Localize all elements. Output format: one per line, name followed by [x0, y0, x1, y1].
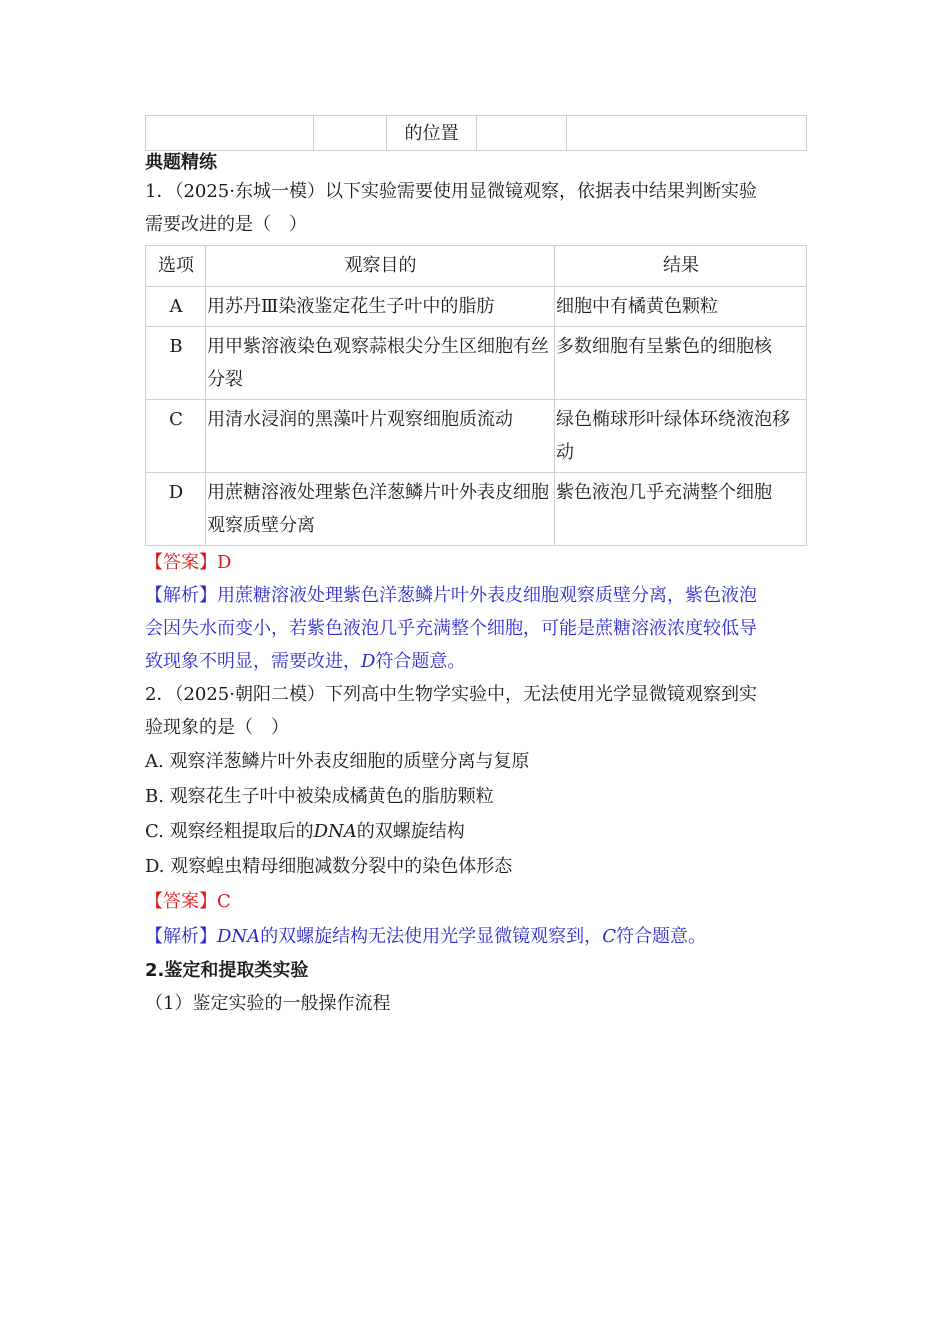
table-row — [146, 400, 807, 473]
table-cell — [146, 116, 314, 151]
q1-analysis — [145, 579, 806, 678]
answer-label: 【答案】 — [145, 891, 217, 912]
q1-stem-line2: 需要改进的是（ ） — [145, 214, 307, 235]
row-purpose: 用蔗糖溶液处理紫色洋葱鳞片叶外表皮细胞观察质壁分离 — [206, 473, 555, 546]
column-header-result: 结果 — [555, 246, 807, 287]
table-row — [146, 116, 807, 151]
math-variable: C — [602, 926, 616, 947]
table-cell: 的位置 — [387, 116, 477, 151]
option-text: C. 观察经粗提取后的 — [145, 821, 314, 842]
table-row — [146, 327, 807, 400]
answer-value: C — [217, 891, 231, 912]
row-purpose: 用甲紫溶液染色观察蒜根尖分生区细胞有丝分裂 — [206, 327, 555, 400]
row-result: 多数细胞有呈紫色的细胞核 — [555, 327, 807, 400]
continued-table — [145, 115, 807, 151]
row-option: B — [146, 327, 206, 400]
q2-option-b: B. 观察花生子叶中被染成橘黄色的脂肪颗粒 — [145, 786, 494, 807]
q2-answer — [145, 884, 806, 919]
table-header-row — [146, 246, 807, 287]
column-header-option: 选项 — [146, 246, 206, 287]
q1-answer — [145, 546, 806, 579]
table-cell — [567, 116, 807, 151]
row-option: C — [146, 400, 206, 473]
section2-subtitle: （1）鉴定实验的一般操作流程 — [145, 993, 391, 1014]
analysis-text: 的双螺旋结构无法使用光学显微镜观察到， — [260, 926, 603, 947]
section2-title: 2.鉴定和提取类实验 — [145, 960, 309, 981]
document-content — [145, 115, 806, 1020]
table-row — [146, 473, 807, 546]
q2-option-a: A. 观察洋葱鳞片叶外表皮细胞的质壁分离与复原 — [145, 751, 530, 772]
table-cell — [314, 116, 387, 151]
table-cell — [477, 116, 567, 151]
row-option: D — [146, 473, 206, 546]
row-purpose: 用苏丹Ⅲ染液鉴定花生子叶中的脂肪 — [206, 287, 555, 327]
q2-option-c — [145, 814, 806, 849]
analysis-text: 致现象不明显，需要改进， — [145, 651, 361, 672]
section-title: 典题精练 — [145, 152, 217, 173]
row-result: 紫色液泡几乎充满整个细胞 — [555, 473, 807, 546]
math-variable: D — [361, 651, 376, 672]
table-row — [146, 287, 807, 327]
row-result: 细胞中有橘黄色颗粒 — [555, 287, 807, 327]
answer-label: 【答案】 — [145, 552, 217, 573]
math-variable: DNA — [313, 821, 357, 842]
q2-stem-line2: 验现象的是（ ） — [145, 717, 289, 738]
q2-stem-line1: 2．（2025·朝阳二模）下列高中生物学实验中，无法使用光学显微镜观察到实 — [145, 684, 757, 705]
analysis-text: 符合题意。 — [615, 926, 706, 947]
option-text: 的双螺旋结构 — [356, 821, 465, 842]
analysis-text: 符合题意。 — [375, 651, 466, 672]
row-purpose: 用清水浸润的黑藻叶片观察细胞质流动 — [206, 400, 555, 473]
analysis-label: 【解析】 — [145, 926, 217, 947]
row-option: A — [146, 287, 206, 327]
q1-stem-line1: 1．（2025·东城一模）以下实验需要使用显微镜观察，依据表中结果判断实验 — [145, 181, 757, 202]
q2-analysis — [145, 919, 806, 954]
answer-value: D — [217, 552, 232, 573]
math-variable: DNA — [217, 926, 261, 947]
q1-observation-table — [145, 245, 807, 546]
analysis-text: 用蔗糖溶液处理紫色洋葱鳞片叶外表皮细胞观察质壁分离，紫色液泡 — [217, 585, 757, 606]
column-header-purpose: 观察目的 — [206, 246, 555, 287]
row-result: 绿色椭球形叶绿体环绕液泡移动 — [555, 400, 807, 473]
analysis-text: 会因失水而变小，若紫色液泡几乎充满整个细胞，可能是蔗糖溶液浓度较低导 — [145, 618, 757, 639]
analysis-label: 【解析】 — [145, 585, 217, 606]
q2-option-d: D. 观察蝗虫精母细胞减数分裂中的染色体形态 — [145, 856, 513, 877]
